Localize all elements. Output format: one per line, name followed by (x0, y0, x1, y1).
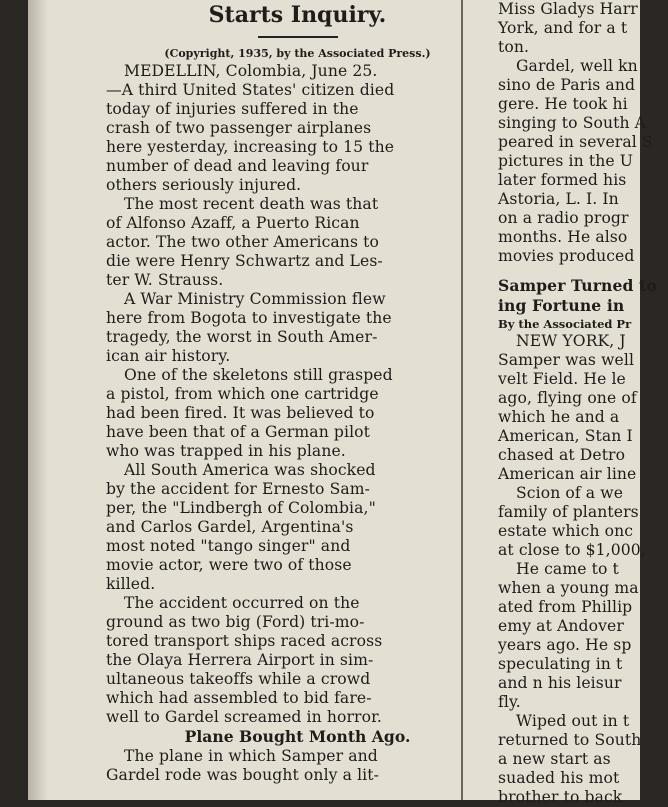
text-line: the Olaya Herrera Airport in sim- (106, 651, 374, 669)
text-line: York, and for a t (498, 19, 628, 37)
text-line: family of planters (498, 503, 639, 521)
text-line: American air line (498, 465, 637, 483)
text-line: The accident occurred on the (124, 594, 360, 612)
text-line: A War Ministry Commission flew (124, 290, 386, 308)
text-line: chased at Detro (498, 446, 626, 464)
text-line: today of injuries suffered in the (106, 100, 359, 118)
text-line: ago, flying one of (498, 389, 637, 407)
text-line: sino de Paris and (498, 76, 636, 94)
text-line: others seriously injured. (106, 176, 302, 194)
newspaper-page (28, 0, 657, 806)
text-line: tragedy, the worst in South Amer- (106, 328, 378, 346)
text-line: tored transport ships raced across (106, 632, 383, 650)
text-line: speculating in t (498, 655, 623, 673)
text-line: have been that of a German pilot (106, 423, 371, 441)
text-line: killed. (106, 575, 156, 593)
text-line: and n his leisur (498, 674, 622, 692)
text-line: number of dead and leaving four (106, 157, 369, 175)
text-line: The plane in which Samper and (124, 747, 378, 765)
text-line: a pistol, from which one cartridge (106, 385, 379, 403)
text-line: Astoria, L. I. In (498, 190, 619, 208)
text-line: fly. (498, 693, 521, 711)
text-line: All South America was shocked (124, 461, 376, 479)
text-line: per, the "Lindbergh of Colombia," (106, 499, 376, 517)
copyright-line: (Copyright, 1935, by the Associated Press.) (164, 47, 431, 60)
headline-rule (258, 36, 338, 38)
text-line: at close to $1,000, (498, 541, 646, 559)
page-fold-shadow (28, 0, 48, 800)
text-line: peared in several S (498, 133, 653, 151)
text-line: here yesterday, increasing to 15 the (106, 138, 395, 156)
text-line: when a young ma (498, 579, 639, 597)
article-body (106, 62, 489, 727)
text-line: emy at Andover (498, 617, 624, 635)
text-line: well to Gardel screamed in horror. (106, 708, 382, 726)
right-column (498, 0, 668, 807)
text-line: later formed his (498, 171, 627, 189)
text-line: by the accident for Ernesto Sam- (106, 480, 370, 498)
text-line: a new start as (498, 750, 611, 768)
text-line: returned to South (498, 731, 642, 749)
article-tail (106, 747, 489, 785)
text-line: MEDELLIN, Colombia, June 25. (124, 62, 378, 80)
headline: Starts Inquiry. (208, 2, 387, 28)
text-line: He came to t (516, 560, 619, 578)
text-line: of Alfonso Azaff, a Puerto Rican (106, 214, 360, 232)
right-column-top (498, 0, 668, 266)
text-line: most noted "tango singer" and (106, 537, 351, 555)
text-line: here from Bogota to investigate the (106, 309, 392, 327)
text-line: Miss Gladys Harr (498, 0, 638, 18)
text-line: ground as two big (Ford) tri-mo- (106, 613, 365, 631)
text-line: ton. (498, 38, 530, 56)
text-line: ultaneous takeoffs while a crowd (106, 670, 371, 688)
text-line: Scion of a we (516, 484, 624, 502)
text-line: Gardel rode was bought only a lit- (106, 766, 379, 784)
text-line: ter W. Strauss. (106, 271, 224, 289)
text-line: months. He also (498, 228, 628, 246)
text-line: which had assembled to bid fare- (106, 689, 372, 707)
text-line: Samper was well (498, 351, 635, 369)
text-line: brother to back (498, 788, 623, 806)
text-line: —A third United States' citizen died (106, 81, 395, 99)
text-line: movies produced (498, 247, 635, 265)
text-line: Wiped out in t (516, 712, 630, 730)
spacer (498, 266, 668, 276)
text-line: suaded his mot (498, 769, 620, 787)
text-line: had been fired. It was believed to (106, 404, 375, 422)
text-line: movie actor, were two of those (106, 556, 352, 574)
text-line: ican air history. (106, 347, 231, 365)
text-line: pictures in the U (498, 152, 633, 170)
text-line: singing to South A (498, 114, 647, 132)
text-line: estate which onc (498, 522, 634, 540)
text-line: years ago. He sp (498, 636, 632, 654)
text-line: NEW YORK, J (516, 332, 626, 350)
right-column-byline: By the Associated Pr (498, 317, 632, 331)
text-line: One of the skeletons still grasped (124, 366, 393, 384)
text-line: and Carlos Gardel, Argentina's (106, 518, 354, 536)
text-line: crash of two passenger airplanes (106, 119, 372, 137)
right-column-subhead (498, 276, 668, 316)
text-line: Gardel, well kn (516, 57, 638, 75)
text-line: ated from Phillip (498, 598, 633, 616)
text-line: Samper Turned to (498, 276, 657, 295)
text-line: gere. He took hi (498, 95, 628, 113)
text-line: The most recent death was that (124, 195, 379, 213)
text-line: American, Stan I (498, 427, 633, 445)
text-line: actor. The two other Americans to (106, 233, 379, 251)
article-column (106, 0, 489, 785)
text-line: on a radio progr (498, 209, 629, 227)
text-line: velt Field. He le (498, 370, 626, 388)
text-line: which he and a (498, 408, 620, 426)
text-line: ing Fortune in (498, 296, 625, 315)
text-line: who was trapped in his plane. (106, 442, 346, 460)
right-column-body (498, 332, 668, 807)
text-line: die were Henry Schwartz and Les- (106, 252, 383, 270)
article-subhead: Plane Bought Month Ago. (184, 727, 411, 746)
